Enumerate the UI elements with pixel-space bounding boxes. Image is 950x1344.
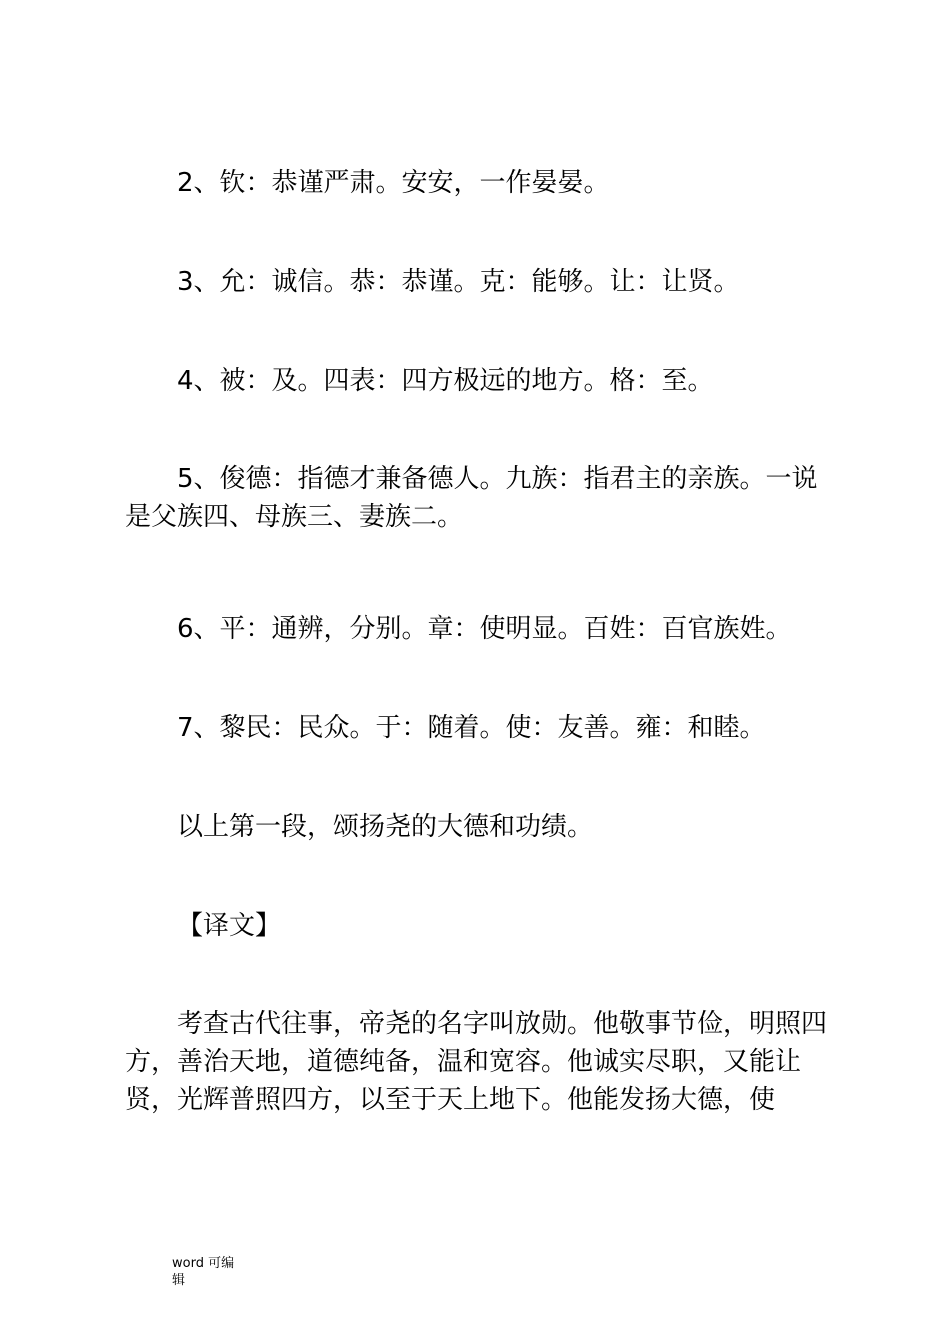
note-5: 5、俊德：指德才兼备德人。九族：指君主的亲族。一说是父族四、母族三、妻族二。: [125, 464, 818, 532]
note-4: 4、被：及。四表：四方极远的地方。格：至。: [177, 366, 714, 396]
footer-label: word 可编辑: [172, 1256, 235, 1288]
section-summary: 以上第一段，颂扬尧的大德和功绩。: [177, 812, 594, 842]
note-6: 6、平：通辨，分别。章：使明显。百姓：百官族姓。: [177, 614, 792, 644]
note-2: 2、钦：恭谨严肃。安安，一作晏晏。: [177, 168, 610, 198]
translation-heading: 【译文】: [177, 911, 282, 941]
note-3: 3、允：诚信。恭：恭谨。克：能够。让：让贤。: [177, 267, 740, 297]
translation-text: 考查古代往事，帝尧的名字叫放勋。他敬事节俭，明照四方，善治天地，道德纯备，温和宽容。他诚实尽职，又能让贤，光辉普照四方，以至于天上地下。他能发扬大德，使: [125, 1009, 828, 1115]
note-7: 7、黎民：民众。于：随着。使：友善。雍：和睦。: [177, 713, 766, 743]
